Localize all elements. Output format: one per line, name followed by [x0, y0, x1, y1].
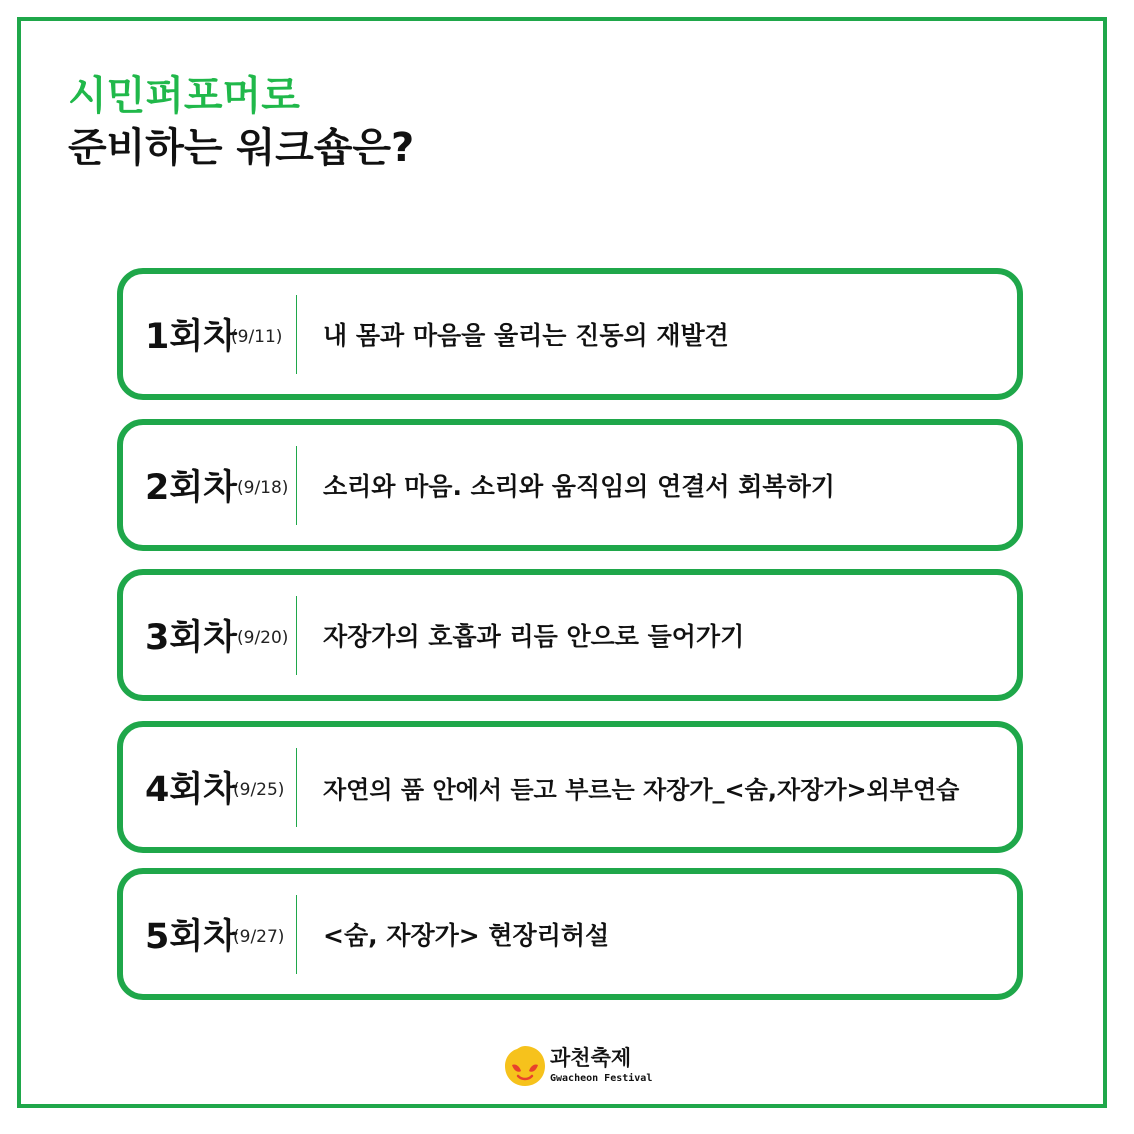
session-date: (9/27)	[233, 927, 285, 947]
festival-mark-icon	[502, 1043, 548, 1089]
session-card-4	[117, 721, 1023, 853]
session-card-2	[117, 419, 1023, 551]
session-number: 1회차	[145, 317, 237, 357]
session-card-3	[117, 569, 1023, 701]
session-number: 4회차	[145, 770, 237, 810]
session-number: 3회차	[145, 618, 237, 658]
logo-text-korean: 과천축제	[550, 1046, 632, 1070]
session-topic: <숨, 자장가> 현장리허설	[323, 921, 610, 950]
session-topic: 소리와 마음. 소리와 움직임의 연결서 회복하기	[323, 472, 835, 501]
session-date: (9/20)	[237, 628, 289, 648]
title-line-2: 준비하는 워크숍은?	[68, 125, 415, 171]
session-topic: 자연의 품 안에서 듣고 부르는 자장가_<숨,자장가>외부연습	[323, 775, 960, 804]
session-divider	[296, 748, 297, 827]
session-number: 2회차	[145, 468, 237, 508]
session-date: (9/11)	[231, 327, 283, 347]
session-card-1	[117, 268, 1023, 400]
session-date: (9/18)	[237, 478, 289, 498]
session-divider	[296, 596, 297, 675]
gwacheon-festival-logo	[502, 1043, 653, 1093]
session-topic: 내 몸과 마음을 울리는 진동의 재발견	[323, 321, 729, 350]
session-date: (9/25)	[233, 780, 285, 800]
logo-text-english: Gwacheon Festival	[550, 1073, 653, 1084]
session-card-5	[117, 868, 1023, 1000]
session-divider	[296, 895, 297, 974]
session-topic: 자장가의 호흡과 리듬 안으로 들어가기	[323, 622, 745, 651]
title-line-1: 시민퍼포머로	[68, 73, 300, 119]
session-number: 5회차	[145, 917, 237, 957]
session-divider	[296, 446, 297, 525]
session-divider	[296, 295, 297, 374]
